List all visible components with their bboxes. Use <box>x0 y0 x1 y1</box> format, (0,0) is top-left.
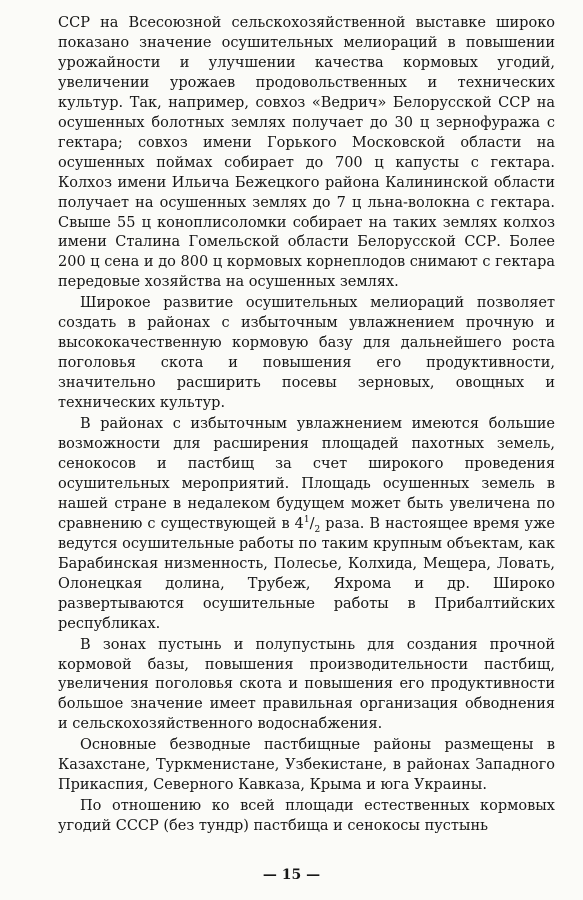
fraction-numerator: 1 <box>303 515 310 525</box>
paragraph-6: По отношению ко всей площади естественных кормовых угодий СССР (без тундр) пастбища и сенокосы пустынь <box>58 798 555 835</box>
paragraph-3: В районах с избыточным увлажнением имеются большие возможности для расширения площадей пахотных земель, сенокосов и пастбищ за счет широкого проведения осушительных мероприятий. Площадь осушенных земель в нашей стране в недалеком будущем может быть увеличена по сравнению с существующей в $4^1/_2$ раза. В настоящее время уже ведутся осушительные работы по таким крупным объектам, как Барабинская низменность, Полесье, Колхида, Мещера, Ловать, Олонецкая долина, Трубеж, Яхрома и др. Широко развертываются осушительные работы в Прибалтийских республиках. <box>58 416 555 632</box>
fraction-denominator: 2 <box>314 524 321 535</box>
body-text <box>58 14 555 837</box>
paragraph-3-text-after: раза. В настоящее время уже ведутся осушительные работы по таким крупным объектам, как Барабинская низменность, Полесье, Колхида, Мещера, Ловать, Олонецкая долина, Трубеж, Яхрома и др. Широко развертываются осушительные работы в Прибалтийских республиках. <box>58 515 555 632</box>
paragraph-1: ССР на Всесоюзной сельскохозяйственной выставке широко показано значение осушительных мелиораций в повышении урожайности и улучшении качества кормовых угодий, увеличении урожаев продовольственных и технических культур. Так, например, совхоз «Ведрич» Белорусской ССР на осушенных болотных землях получает до 30 ц зернофуража с гектара; совхоз имени Горького Московской области на осушенных поймах собирает до 700 ц капусты с гектара. Колхоз имени Ильича Бежецкого района Калининской области получает на осушенных землях до 7 ц льна-волокна с гектара. Свыше 55 ц коноплисоломки собирает на таких землях колхоз имени Сталина Гомельской области Белорусской ССР. Более 200 ц сена и до 800 ц кормовых корнеплодов снимают с гектара передовые хозяйства на осушенных землях. <box>58 15 555 291</box>
paragraph-5: Основные безводные пастбищные районы размещены в Казахстане, Туркменистане, Узбекистане, в районах Западного Прикаспия, Северного Кавказа, Крыма и юга Украины. <box>58 737 555 794</box>
paragraph-2: Широкое развитие осушительных мелиораций позволяет создать в районах с избыточным увлажнением прочную и высококачественную кормовую базу для дальнейшего роста поголовья скота и повышения его продуктивности, значительно расширить посевы зерновых, овощных и технических культур. <box>58 295 555 412</box>
paragraph-3-text-before: В районах с избыточным увлажнением имеются большие возможности для расширения площадей пахотных земель, сенокосов и пастбищ за счет широкого проведения осушительных мероприятий. Площадь осушенных земель в нашей стране в недалеком будущем может быть увеличена по сравнению с существующей в 4 <box>58 416 555 532</box>
paragraph-4: В зонах пустынь и полупустынь для создания прочной кормовой базы, повышения производительности пастбищ, увеличения поголовья скота и повышения его продуктивности большое значение имеет правильная организация обводнения и сельскохозяйственного водоснабжения. <box>58 636 555 733</box>
page-number: — 15 — <box>262 867 321 883</box>
